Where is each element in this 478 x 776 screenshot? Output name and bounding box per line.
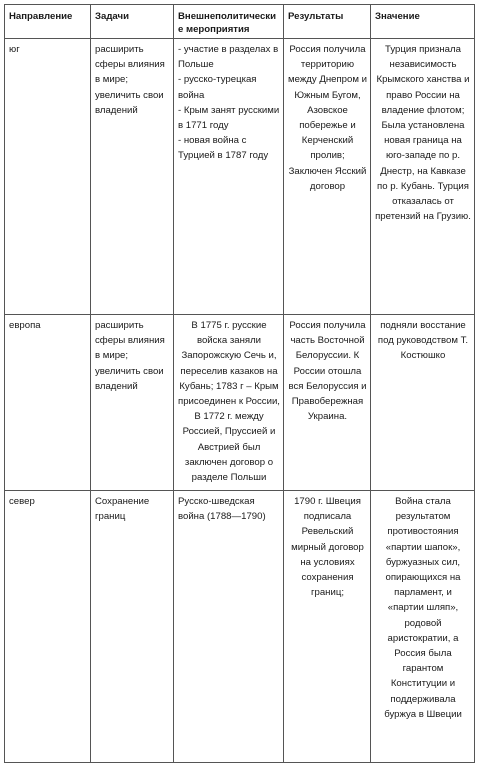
- event-line: В 1775 г. русские войска заняли Запорожскую Сечь и, переселив казаков на Кубань; 1783 г – Крым присоединен к России,: [178, 320, 280, 408]
- event-line: Русско-шведская война (1788—1790): [178, 496, 266, 523]
- event-line: - новая война с Турцией в 1787 году: [178, 135, 269, 162]
- header-events: Внешнеполитические мероприятия: [174, 5, 284, 39]
- history-table: [4, 4, 475, 763]
- cell-events: [174, 39, 284, 315]
- event-line: - Крым занят русскими в 1771 году: [178, 104, 280, 132]
- cell-significance: подняли восстание под руководством Т. Костюшко: [371, 315, 475, 491]
- table-row: [5, 315, 475, 491]
- cell-direction: юг: [5, 39, 91, 315]
- header-direction: Направление: [5, 5, 91, 39]
- cell-results: Россия получила часть Восточной Белоруссии. К России отошла вся Белоруссия и Правобережная Украина.: [284, 315, 371, 491]
- header-significance: Значение: [371, 5, 475, 39]
- table-row: [5, 491, 475, 763]
- event-line: - участие в разделах в Польше: [178, 44, 279, 71]
- cell-tasks: расширить сферы влияния в мире; увеличить свои владений: [91, 315, 174, 491]
- cell-tasks: расширить сферы влияния в мире; увеличить свои владений: [91, 39, 174, 315]
- event-line: В 1772 г. между Россией, Пруссией и Австрией был заключен договор о разделе Польши: [182, 411, 276, 484]
- event-line: - русско-турецкая война: [178, 74, 257, 101]
- cell-significance: Турция признала независимость Крымского ханства и право России на владение флотом; Была установлена новая граница на юго-западе по р. Днестр, на Кавказе по р. Кубань. Турция отказалась от претензий на Грузию.: [371, 39, 475, 315]
- header-results: Результаты: [284, 5, 371, 39]
- table-row: [5, 39, 475, 315]
- cell-results: 1790 г. Швеция подписала Ревельский мирный договор на условиях сохранения границ;: [284, 491, 371, 763]
- header-tasks: Задачи: [91, 5, 174, 39]
- cell-direction: европа: [5, 315, 91, 491]
- cell-results: Россия получила территорию между Днепром и Южным Бугом, Азовское побережье и Керченский пролив; Заключен Ясский договор: [284, 39, 371, 315]
- cell-direction: север: [5, 491, 91, 763]
- cell-tasks: Сохранение границ: [91, 491, 174, 763]
- cell-events: [174, 315, 284, 491]
- table-header-row: [5, 5, 475, 39]
- cell-events: [174, 491, 284, 763]
- cell-significance: Война стала результатом противостояния «партии шапок», буржуазных сил, опирающихся на парламент, и «партии шляп», родовой аристократии, а Россия была гарантом Конституции и поддерживала буржуа в Швеции: [371, 491, 475, 763]
